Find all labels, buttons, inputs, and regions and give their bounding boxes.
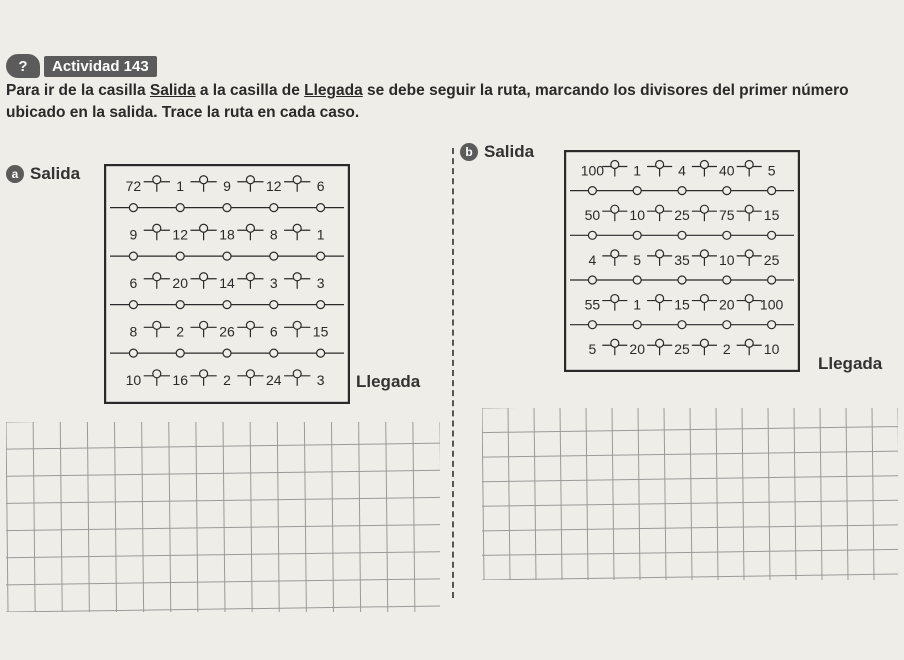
grid-line-vertical [386, 422, 388, 612]
path-node[interactable] [200, 321, 208, 329]
maze-number[interactable]: 4 [588, 251, 597, 268]
path-node[interactable] [678, 187, 686, 195]
instructions-salida-word: Salida [149, 82, 196, 99]
grid-line-horizontal [6, 497, 440, 503]
exercise-a-maze[interactable] [104, 164, 350, 404]
maze-number[interactable]: 2 [223, 371, 231, 388]
path-node[interactable] [176, 349, 184, 357]
maze-number[interactable]: 8 [269, 226, 278, 243]
path-node[interactable] [656, 205, 664, 213]
path-node[interactable] [656, 295, 664, 303]
maze-number[interactable]: 1 [316, 226, 325, 243]
grid-line-horizontal [482, 525, 898, 531]
grid-line-vertical [508, 408, 510, 580]
maze-number[interactable]: 5 [767, 162, 776, 179]
maze-number[interactable]: 20 [719, 296, 735, 313]
path-node[interactable] [223, 349, 231, 357]
maze-number[interactable]: 15 [674, 296, 690, 313]
path-node[interactable] [745, 250, 753, 258]
maze-number[interactable]: 6 [129, 274, 138, 291]
maze-number[interactable]: 2 [176, 323, 185, 340]
maze-number[interactable]: 10 [763, 341, 780, 358]
grid-line-horizontal [482, 500, 898, 506]
grid-line-vertical [332, 422, 334, 612]
path-node[interactable] [293, 224, 301, 232]
grid-line-vertical [250, 422, 252, 612]
path-node[interactable] [611, 339, 619, 347]
grid-line-horizontal [482, 549, 898, 555]
grid-line-vertical [872, 408, 874, 580]
path-node[interactable] [723, 187, 731, 195]
path-node[interactable] [246, 321, 254, 329]
maze-number[interactable]: 6 [316, 177, 325, 194]
grid-line-vertical [359, 422, 361, 612]
maze-number[interactable]: 5 [633, 251, 642, 268]
path-node[interactable] [176, 204, 184, 212]
maze-number[interactable]: 3 [316, 371, 325, 388]
grid-line-horizontal [6, 579, 440, 585]
grid-line-vertical [196, 422, 198, 612]
path-node[interactable] [611, 295, 619, 303]
maze-number[interactable]: 15 [312, 323, 329, 340]
path-node[interactable] [700, 205, 708, 213]
maze-number[interactable]: 9 [223, 177, 231, 194]
grid-line-vertical [33, 422, 35, 612]
grid-line-vertical [742, 408, 744, 580]
path-node[interactable] [588, 321, 596, 329]
maze-number[interactable]: 8 [129, 323, 138, 340]
grid-line-vertical [846, 408, 848, 580]
path-node[interactable] [153, 273, 161, 281]
maze-number[interactable]: 100 [759, 296, 784, 313]
exercise-a-answer-grid[interactable] [6, 422, 440, 612]
instructions-part-2: a la casilla de [195, 82, 305, 99]
path-node[interactable] [588, 187, 596, 195]
grid-line-vertical [664, 408, 666, 580]
maze-number[interactable]: 2 [722, 341, 731, 358]
maze-number[interactable]: 10 [719, 251, 735, 268]
exercise_b-maze-svg[interactable] [564, 150, 800, 372]
path-node[interactable] [153, 176, 161, 184]
path-node[interactable] [723, 321, 731, 329]
path-node[interactable] [745, 161, 753, 169]
maze-number[interactable]: 20 [629, 341, 645, 358]
path-node[interactable] [293, 321, 301, 329]
grid-line-horizontal [482, 451, 898, 457]
grid-line-vertical [768, 408, 770, 580]
path-node[interactable] [611, 161, 619, 169]
grid-line-vertical [169, 422, 171, 612]
maze-number[interactable]: 12 [266, 177, 282, 194]
path-node[interactable] [723, 231, 731, 239]
maze-number[interactable]: 35 [674, 251, 690, 268]
path-node[interactable] [153, 370, 161, 378]
path-node[interactable] [678, 321, 686, 329]
path-node[interactable] [246, 273, 254, 281]
maze-number[interactable]: 25 [674, 207, 690, 224]
grid-line-vertical [142, 422, 144, 612]
path-node[interactable] [700, 161, 708, 169]
exercise-a-llegada: Llegada [356, 372, 421, 391]
exercise-b-llegada: Llegada [818, 354, 883, 373]
exercise-a-grid-svg[interactable] [6, 422, 440, 612]
maze-number[interactable]: 14 [219, 274, 235, 291]
instructions-llegada-word: Llegada [304, 82, 363, 99]
path-node[interactable] [293, 176, 301, 184]
maze-number[interactable]: 10 [629, 207, 645, 224]
grid-line-vertical [638, 408, 640, 580]
maze-number[interactable]: 50 [584, 207, 601, 224]
maze-number[interactable]: 100 [580, 162, 605, 179]
path-node[interactable] [246, 176, 254, 184]
path-node[interactable] [153, 321, 161, 329]
maze-number[interactable]: 3 [269, 274, 278, 291]
path-node[interactable] [611, 205, 619, 213]
maze-number[interactable]: 6 [269, 323, 278, 340]
exercise-b-answer-grid[interactable] [482, 408, 898, 580]
path-node[interactable] [129, 252, 137, 260]
path-node[interactable] [633, 231, 641, 239]
maze-number[interactable]: 16 [172, 371, 188, 388]
path-node[interactable] [317, 204, 325, 212]
path-node[interactable] [176, 301, 184, 309]
maze-number[interactable]: 18 [219, 226, 235, 243]
exercise-b-grid-svg[interactable] [482, 408, 898, 580]
dashed-divider [452, 148, 454, 598]
maze-number[interactable]: 15 [763, 207, 780, 224]
exercise-b-end-label [818, 354, 882, 374]
exercise-b-start-label [460, 142, 534, 162]
maze-number[interactable]: 10 [125, 371, 142, 388]
path-node[interactable] [223, 252, 231, 260]
maze-number[interactable]: 1 [633, 162, 642, 179]
path-node[interactable] [768, 321, 776, 329]
path-node[interactable] [200, 176, 208, 184]
grid-line-horizontal [6, 552, 440, 558]
path-node[interactable] [588, 276, 596, 284]
grid-line-vertical [612, 408, 614, 580]
path-node[interactable] [270, 301, 278, 309]
instructions-part-3: se debe seguir la ruta, marcando los divisores del primer número ubicado en la salida. Trace la ruta en cada caso. [6, 82, 849, 121]
activity-header [6, 54, 157, 78]
grid-line-vertical [690, 408, 692, 580]
path-node[interactable] [246, 224, 254, 232]
maze-number[interactable]: 1 [176, 177, 185, 194]
maze-number[interactable]: 5 [588, 341, 597, 358]
grid-line-horizontal [482, 574, 898, 580]
path-node[interactable] [656, 161, 664, 169]
path-node[interactable] [656, 339, 664, 347]
path-node[interactable] [270, 349, 278, 357]
path-node[interactable] [129, 349, 137, 357]
instructions-part-1: Para ir de la casilla [6, 82, 150, 99]
activity-title: Actividad 143 [44, 56, 157, 77]
path-node[interactable] [317, 252, 325, 260]
exercise-a-badge: a [6, 165, 24, 183]
path-node[interactable] [200, 370, 208, 378]
grid-line-vertical [223, 422, 225, 612]
path-node[interactable] [246, 370, 254, 378]
grid-line-horizontal [6, 470, 440, 476]
maze-number[interactable]: 26 [219, 323, 235, 340]
grid-line-vertical [304, 422, 306, 612]
path-node[interactable] [153, 224, 161, 232]
exercise-b-salida: Salida [484, 142, 535, 161]
path-node[interactable] [700, 295, 708, 303]
maze-number[interactable]: 3 [316, 274, 325, 291]
path-node[interactable] [700, 250, 708, 258]
path-node[interactable] [633, 187, 641, 195]
grid-line-vertical [482, 408, 484, 580]
path-node[interactable] [317, 301, 325, 309]
path-node[interactable] [223, 301, 231, 309]
path-node[interactable] [633, 276, 641, 284]
path-node[interactable] [633, 321, 641, 329]
maze-number[interactable]: 24 [266, 371, 282, 388]
grid-line-vertical [6, 422, 8, 612]
exercise-a-salida: Salida [30, 164, 81, 183]
instructions-text [6, 80, 896, 124]
path-node[interactable] [768, 187, 776, 195]
path-node[interactable] [270, 204, 278, 212]
exercise-b-badge: b [460, 143, 478, 161]
exercise-b-maze[interactable] [564, 150, 800, 372]
maze-number[interactable]: 25 [674, 341, 690, 358]
exercise-a-end-label [356, 372, 420, 392]
maze-number[interactable]: 75 [719, 207, 735, 224]
question-icon: ? [6, 54, 40, 78]
path-node[interactable] [200, 273, 208, 281]
exercise-a-start-label [6, 164, 80, 184]
path-node[interactable] [768, 231, 776, 239]
path-node[interactable] [176, 252, 184, 260]
grid-line-vertical [794, 408, 796, 580]
path-node[interactable] [129, 301, 137, 309]
path-node[interactable] [700, 339, 708, 347]
maze-number[interactable]: 9 [129, 226, 138, 243]
maze-number[interactable]: 20 [172, 274, 188, 291]
maze-number[interactable]: 55 [584, 296, 601, 313]
grid-line-horizontal [6, 525, 440, 531]
path-node[interactable] [270, 252, 278, 260]
path-node[interactable] [745, 339, 753, 347]
path-node[interactable] [611, 250, 619, 258]
maze-number[interactable]: 25 [763, 251, 780, 268]
path-node[interactable] [745, 295, 753, 303]
maze-number[interactable]: 40 [719, 162, 735, 179]
grid-line-vertical [60, 422, 62, 612]
grid-line-vertical [413, 422, 415, 612]
grid-line-vertical [716, 408, 718, 580]
path-node[interactable] [768, 276, 776, 284]
path-node[interactable] [293, 273, 301, 281]
exercise_a-maze-svg[interactable] [104, 164, 350, 404]
maze-number[interactable]: 4 [678, 162, 686, 179]
grid-line-vertical [820, 408, 822, 580]
grid-line-horizontal [482, 476, 898, 482]
path-node[interactable] [293, 370, 301, 378]
path-node[interactable] [656, 250, 664, 258]
path-node[interactable] [223, 204, 231, 212]
path-node[interactable] [129, 204, 137, 212]
maze-number[interactable]: 72 [125, 177, 142, 194]
path-node[interactable] [317, 349, 325, 357]
path-node[interactable] [745, 205, 753, 213]
path-node[interactable] [678, 276, 686, 284]
maze-number[interactable]: 12 [172, 226, 188, 243]
path-node[interactable] [678, 231, 686, 239]
maze-number[interactable]: 1 [633, 296, 642, 313]
grid-line-horizontal [6, 606, 440, 612]
path-node[interactable] [588, 231, 596, 239]
path-node[interactable] [723, 276, 731, 284]
path-node[interactable] [200, 224, 208, 232]
grid-line-vertical [277, 422, 279, 612]
